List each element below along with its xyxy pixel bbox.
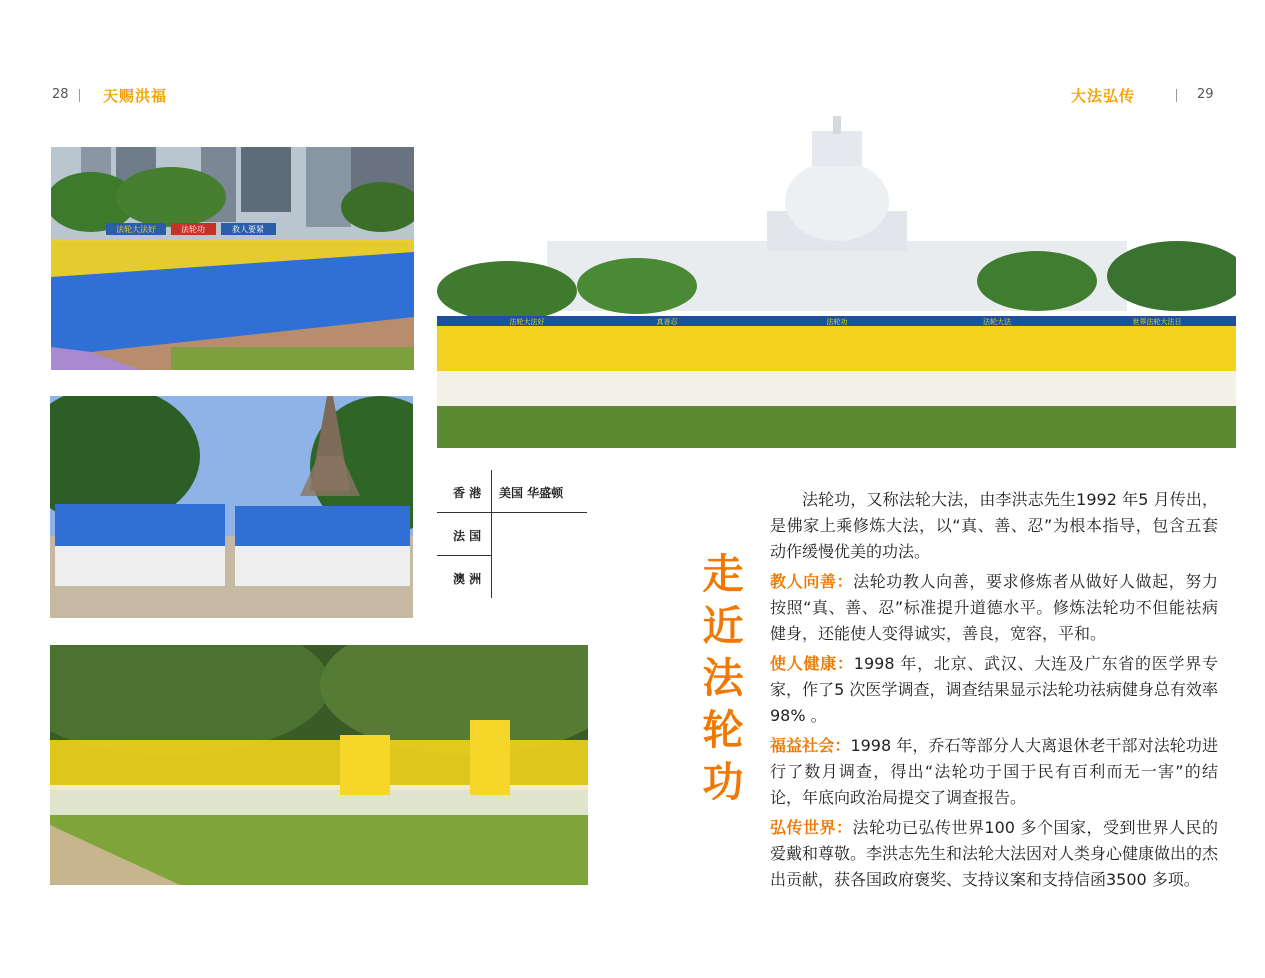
location-label-australia: 澳 洲 xyxy=(453,572,482,586)
left-page-number: 28 xyxy=(52,87,69,102)
article-section xyxy=(770,733,1218,811)
banner-text: 法轮功 xyxy=(181,225,205,234)
title-char: 近 xyxy=(702,602,744,650)
banner-text: 法轮大法 xyxy=(983,318,1011,326)
title-char: 法 xyxy=(702,654,744,702)
banner-text: 法轮大法好 xyxy=(509,318,545,326)
article-section xyxy=(770,815,1218,893)
banner-text: 救人要紧 xyxy=(232,225,264,234)
section-text: 法轮功教人向善，要求修炼者从做好人做起，努力按照“真、善、忍”标准提升道德水平。修炼法轮功不但能祛病健身，还能使人变得诚实，善良，宽容，平和。 xyxy=(770,572,1218,643)
article-section xyxy=(770,569,1218,647)
section-text: 1998 年，乔石等部分人大离退休老干部对法轮功进行了数月调查，得出“法轮功于国于民有百利而无一害”的结论，年底向政治局提交了调查报告。 xyxy=(770,736,1218,807)
section-heading: 使人健康： xyxy=(770,654,854,673)
banner-text: 世界法轮大法日 xyxy=(1132,318,1182,326)
table-divider-horizontal xyxy=(437,555,491,556)
location-label-hongkong: 香 港 xyxy=(453,486,482,500)
article-intro: 法轮功，又称法轮大法，由李洪志先生1992 年5 月传出，是佛家上乘修炼大法，以“真、善、忍”为根本指导，包含五套动作缓慢优美的功法。 xyxy=(770,490,1218,561)
section-text: 法轮功已弘传世界100 多个国家，受到世界人民的爱戴和尊敬。李洪志先生和法轮大法因对人类身心健康做出的杰出贡献，获各国政府褒奖、支持议案和支持信函3500 多项。 xyxy=(770,818,1219,889)
right-page-title: 大法弘传 xyxy=(1071,87,1136,105)
article-section xyxy=(770,651,1218,729)
banner-text: 真善忍 xyxy=(656,318,678,326)
location-table xyxy=(437,470,587,600)
title-char: 走 xyxy=(702,550,744,598)
photo-france-eiffel-tower xyxy=(50,396,413,618)
photo-washington-capitol xyxy=(437,116,1236,448)
header-divider-right xyxy=(1176,89,1177,102)
vertical-title xyxy=(698,548,748,808)
banner-text: 法轮大法好 xyxy=(116,225,156,234)
banner-text: 法轮功 xyxy=(826,318,848,326)
photo-hongkong-group-exercise xyxy=(51,147,414,370)
title-char: 轮 xyxy=(702,706,744,754)
photo-australia-group-exercise xyxy=(50,645,588,885)
location-label-france: 法 国 xyxy=(453,529,482,543)
header-divider-left xyxy=(79,89,80,102)
table-divider-horizontal xyxy=(437,512,587,513)
section-heading: 弘传世界： xyxy=(770,818,853,837)
left-page-title: 天赐洪福 xyxy=(103,87,168,105)
right-page-number: 29 xyxy=(1197,87,1214,102)
section-text: 1998 年，北京、武汉、大连及广东省的医学界专家，作了5 次医学调查，调查结果显示法轮功祛病健身总有效率98% 。 xyxy=(770,654,1218,725)
section-heading: 教人向善： xyxy=(770,572,854,591)
article-body xyxy=(770,487,1218,897)
location-value-washington: 美国 华盛顿 xyxy=(499,486,564,500)
section-heading: 福益社会： xyxy=(770,736,851,755)
title-char: 功 xyxy=(702,758,744,806)
table-divider-vertical xyxy=(491,470,492,598)
